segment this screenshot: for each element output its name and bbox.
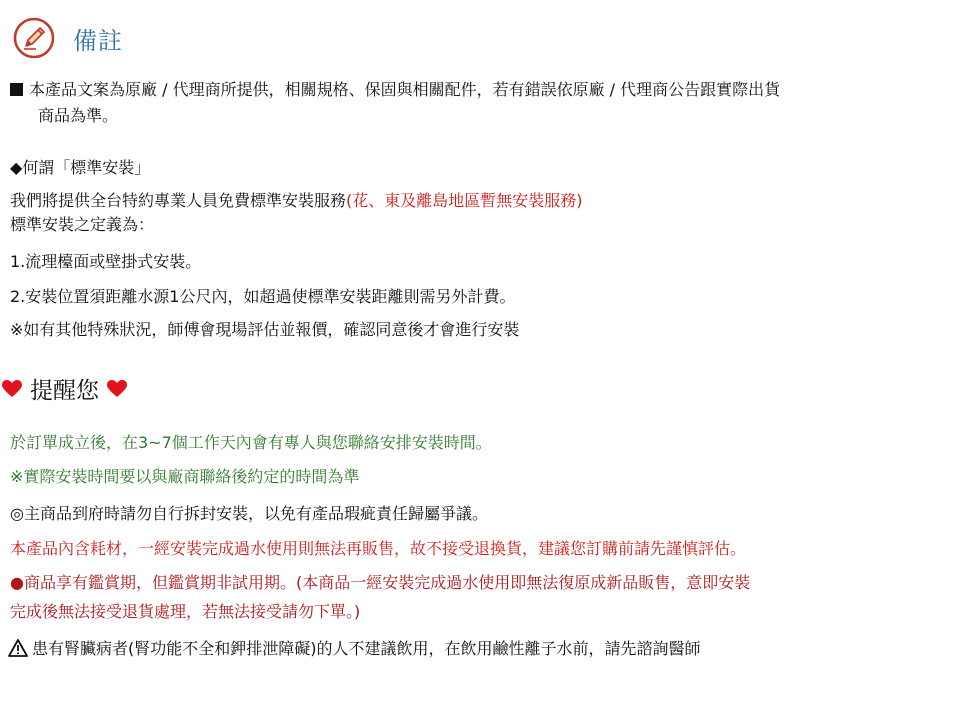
heart-icon bbox=[2, 380, 22, 398]
reminder-line-1: 於訂單成立後，在3~7個工作天內會有專人與您聯絡安排安裝時間。 bbox=[10, 433, 492, 452]
disclaimer-text-1: 本產品文案為原廠 / 代理商所提供，相關規格、保固與相關配件，若有錯誤依原廠 / 代理商公告跟實際出貨 bbox=[29, 80, 781, 99]
disclaimer-line-2: 商品為準。 bbox=[38, 106, 119, 125]
notes-title: 備註 bbox=[73, 26, 123, 55]
reminder-header bbox=[2, 372, 127, 405]
heart-icon bbox=[107, 380, 127, 398]
reminder-title: 提醒您 bbox=[30, 378, 99, 404]
warning-triangle-icon bbox=[8, 639, 28, 657]
pencil-circle-icon bbox=[12, 16, 56, 60]
notes-header bbox=[12, 16, 123, 60]
install-note: ※如有其他特殊狀況，師傅會現場評估並報價，確認同意後才會進行安裝 bbox=[10, 320, 520, 339]
reminder-line-6: 完成後無法接受退貨處理，若無法接受請勿下單。) bbox=[10, 602, 361, 621]
install-heading: ◆何謂「標準安裝」 bbox=[10, 158, 151, 177]
reminder-line-7-row bbox=[8, 638, 701, 660]
black-square-bullet-icon bbox=[10, 83, 23, 96]
install-item-1: 1.流理檯面或壁掛式安裝。 bbox=[10, 252, 202, 271]
install-service-text: 我們將提供全台特約專業人員免費標準安裝服務 bbox=[10, 191, 347, 210]
install-item-2: 2.安裝位置須距離水源1公尺內，如超過使標準安裝距離則需另外計費。 bbox=[10, 287, 516, 306]
install-service-line bbox=[10, 190, 583, 212]
install-service-exception: (花、東及離島地區暫無安裝服務) bbox=[346, 191, 583, 210]
reminder-line-2: ※實際安裝時間要以與廠商聯絡後約定的時間為準 bbox=[10, 467, 360, 486]
reminder-line-4: 本產品內含耗材，一經安裝完成過水使用則無法再販售，故不接受退換貨，建議您訂購前請先謹慎評估。 bbox=[10, 539, 747, 558]
disclaimer-line bbox=[10, 79, 780, 101]
install-definition-label: 標準安裝之定義為： bbox=[10, 215, 155, 234]
reminder-line-3: ◎主商品到府時請勿自行拆封安裝，以免有產品瑕疵責任歸屬爭議。 bbox=[10, 504, 488, 523]
reminder-line-5: ●商品享有鑑賞期，但鑑賞期非試用期。(本商品一經安裝完成過水使用即無法復原成新品販售，意即安裝 bbox=[10, 573, 751, 592]
reminder-line-7: 患有腎臟病者(腎功能不全和鉀排泄障礙)的人不建議飲用，在飲用鹼性離子水前，請先諮詢醫師 bbox=[32, 639, 701, 658]
